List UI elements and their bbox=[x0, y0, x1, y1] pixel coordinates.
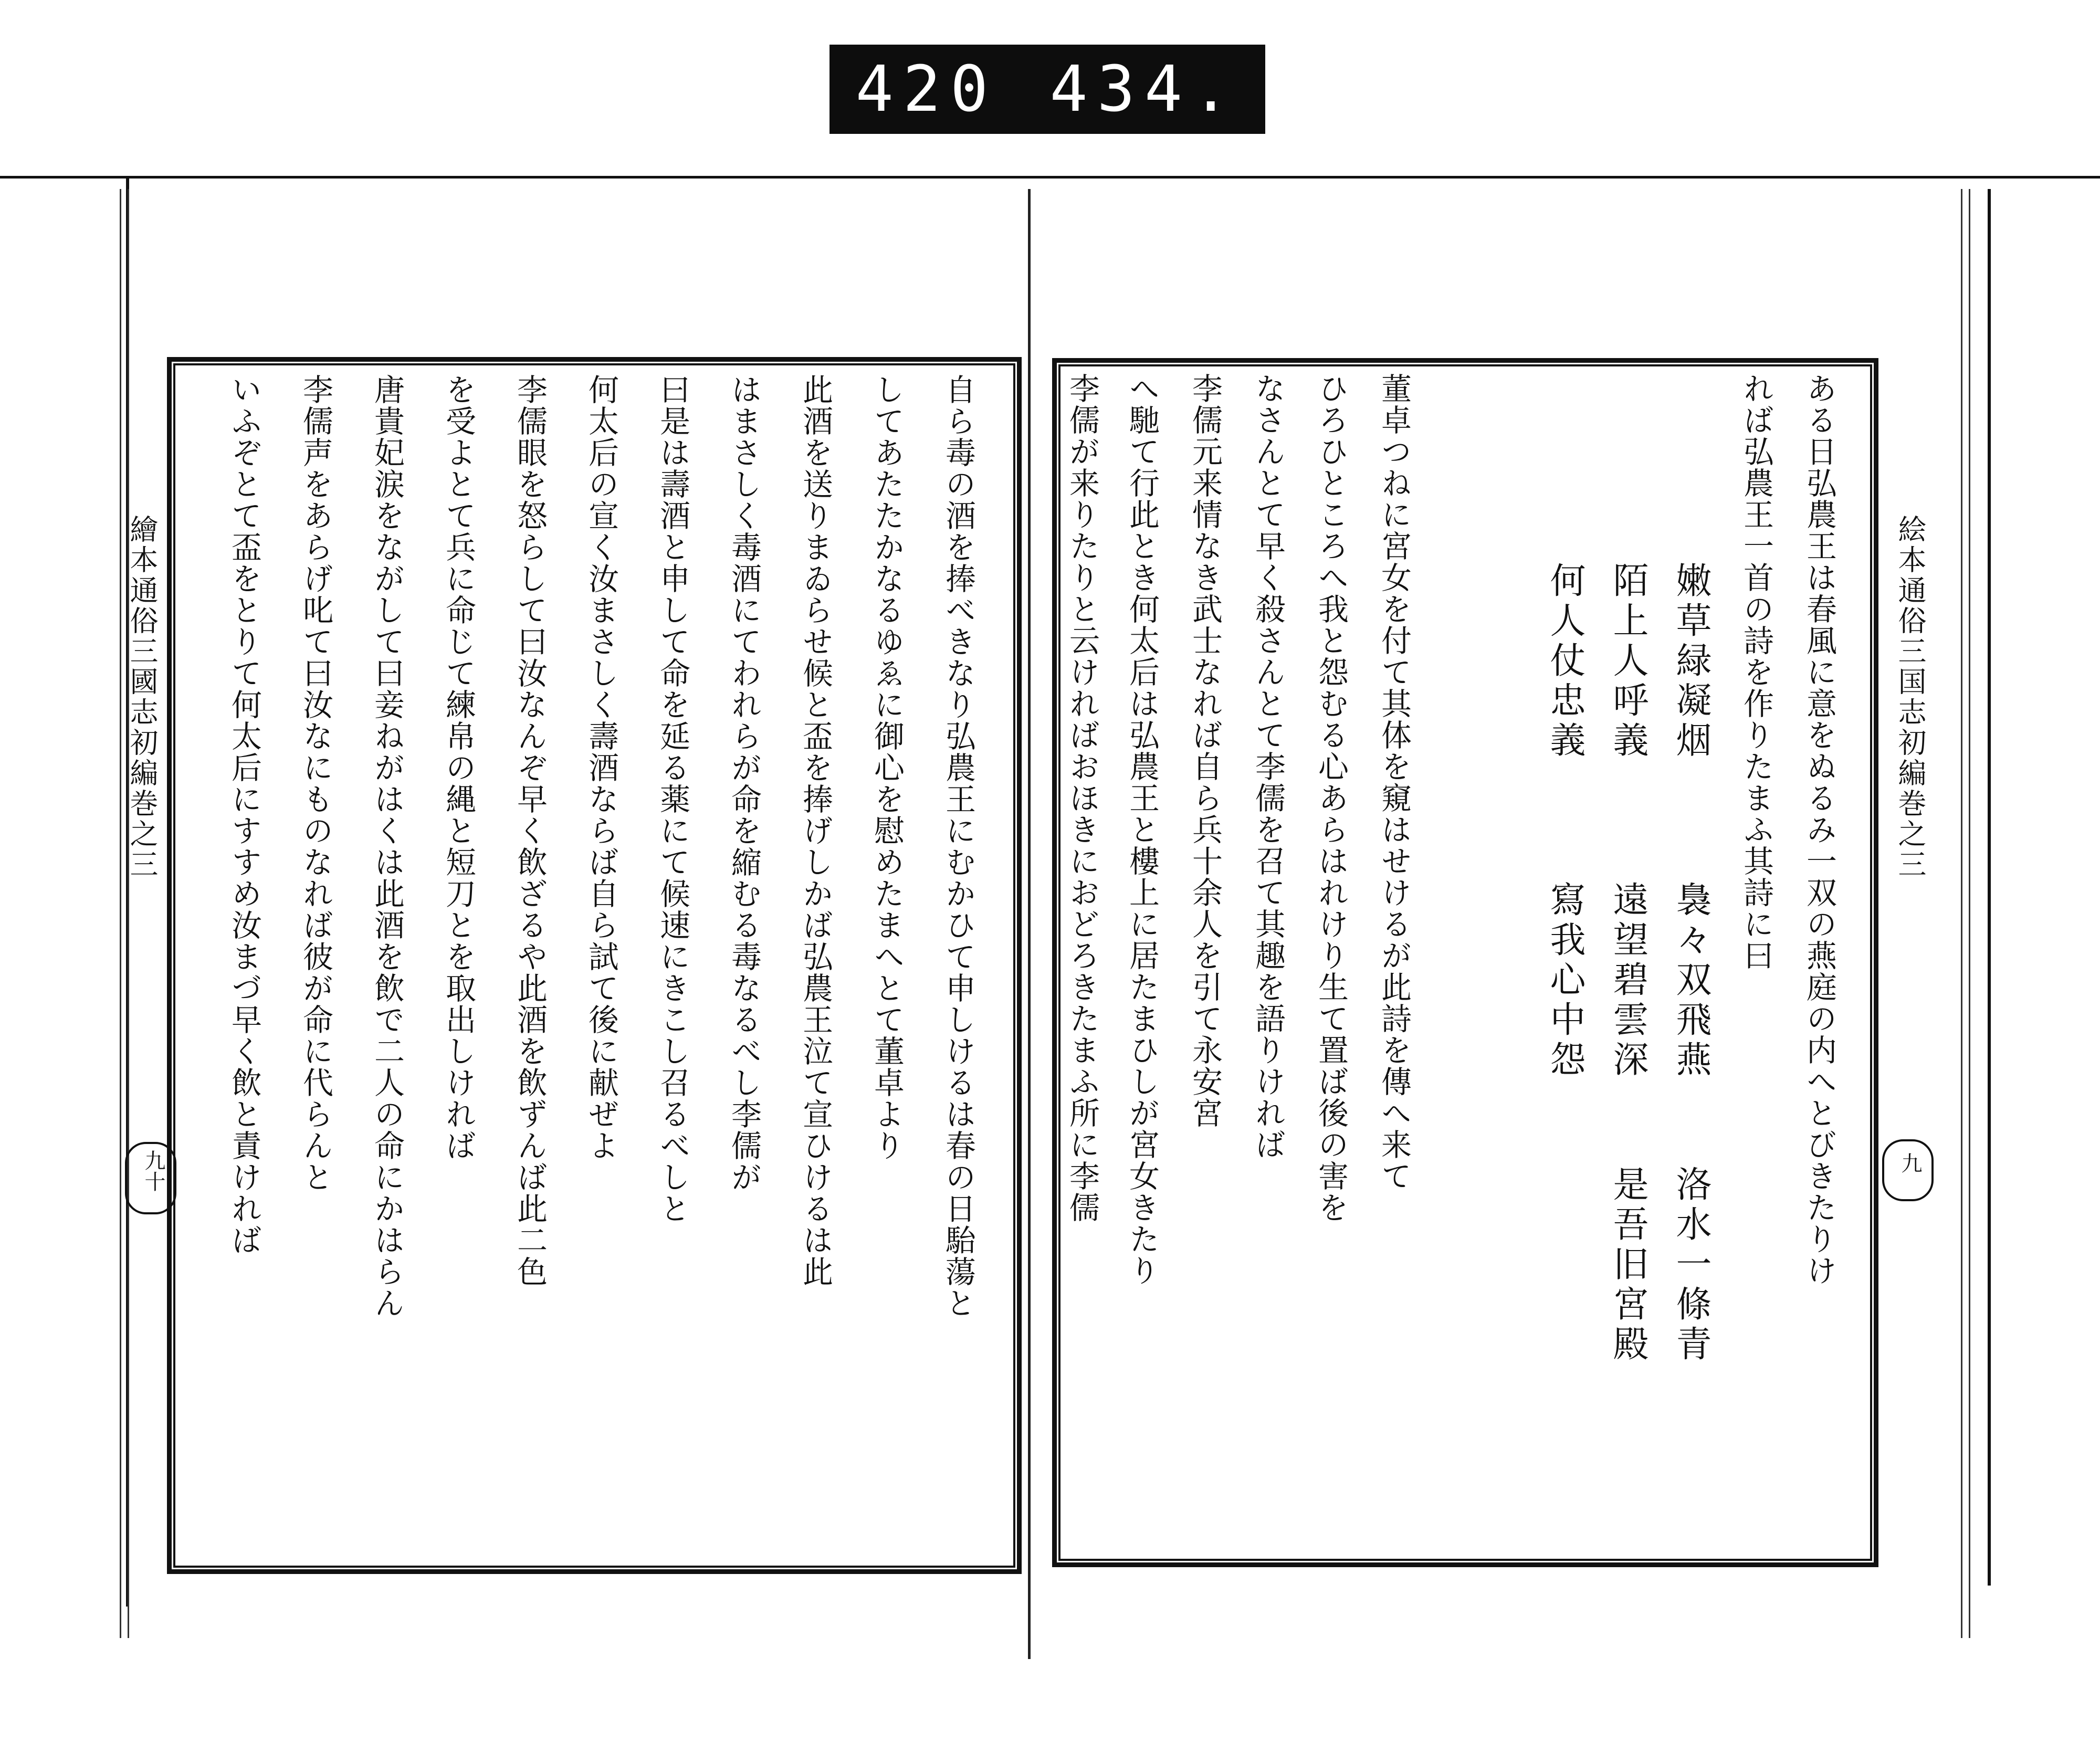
text-column: 唐貴妃涙をながして曰妾ねがはくは此酒を飲で二人の命にかはらん bbox=[369, 374, 405, 1319]
text-column: 曰是は壽酒と申して命を延る薬にて候速にきこし召るべしと bbox=[655, 374, 690, 1224]
text-column: 李儒眼を怒らして曰汝なんぞ早く飲ざるや此酒を飲ずんば此二色 bbox=[512, 374, 548, 1287]
text-column: 自ら毒の酒を捧べきなり弘農王にむかひて申しけるは春の日駘蕩と bbox=[940, 374, 976, 1319]
text-column: 李儒元来情なき武士なれば自ら兵十余人を引て永安宮 bbox=[1187, 373, 1223, 1129]
left-folio: 九十 bbox=[141, 1150, 165, 1192]
frame-number-label bbox=[830, 45, 1265, 134]
right-folio: 九 bbox=[1898, 1152, 1922, 1173]
text-column: ある日弘農王は春風に意をぬるみ一双の燕庭の内へとびきたりけ bbox=[1801, 373, 1837, 1286]
poem-line: 何人仗忠義 寫我心中怨 bbox=[1544, 562, 1586, 1080]
text-column: はまさしく毒酒にてわれらが命を縮むる毒なるべし李儒が bbox=[726, 374, 762, 1193]
poem-line: 陌上人呼義 遠望碧雲深 bbox=[1607, 562, 1648, 1080]
right-page-edge bbox=[1961, 189, 1970, 1638]
text-column: 李儒声をあらげ叱て曰汝なにものなれば彼が命に代らんと bbox=[298, 374, 333, 1193]
book-spine bbox=[1028, 189, 1031, 1659]
left-page-title: 繪本通俗三國志初編巻之三 bbox=[125, 515, 159, 880]
left-page-edge bbox=[120, 189, 129, 1638]
text-column: れば弘農王一首の詩を作りたまふ其詩に曰 bbox=[1738, 373, 1774, 971]
text-column: 何太后の宣く汝まさしく壽酒ならば自ら試て後に献ぜよ bbox=[583, 374, 619, 1161]
text-column: へ馳て行此とき何太后は弘農王と樓上に居たまひしが宮女きたり bbox=[1124, 373, 1160, 1286]
poem-line: 洛水一條青 bbox=[1670, 1166, 1712, 1365]
text-column: ひろひところへ我と怨むる心あらはれけり生て置ば後の害を bbox=[1313, 373, 1349, 1223]
frame-number-left: 420 bbox=[855, 53, 998, 126]
text-column: なさんとて早く殺さんとて李儒を召て其趣を語りければ bbox=[1250, 373, 1286, 1160]
text-column: 董卓つねに宮女を付て其体を窺はせけるが此詩を傳へ来て bbox=[1376, 373, 1412, 1192]
right-page-title: 絵本通俗三国志初編巻之三 bbox=[1894, 515, 1927, 880]
text-column: 李儒が来りたりと云ければおほきにおどろきたまふ所に李儒 bbox=[1064, 373, 1100, 1223]
text-column: を受よとて兵に命じて練帛の縄と短刀とを取出しければ bbox=[440, 374, 476, 1161]
text-column: してあたたかなるゆゑに御心を慰めたまへとて董卓より bbox=[869, 374, 905, 1161]
frame-number-right: 434. bbox=[1049, 53, 1240, 126]
poem-line: 嫩草緑凝烟 裊々双飛燕 bbox=[1670, 562, 1712, 1080]
poem-line: 是吾旧宮殿 bbox=[1607, 1166, 1648, 1365]
text-column: 此酒を送りまゐらせ候と盃を捧げしかば弘農王泣て宣ひけるは此 bbox=[797, 374, 833, 1287]
text-column: いふぞとて盃をとりて何太后にすすめ汝まづ早く飲と責ければ bbox=[226, 374, 262, 1256]
